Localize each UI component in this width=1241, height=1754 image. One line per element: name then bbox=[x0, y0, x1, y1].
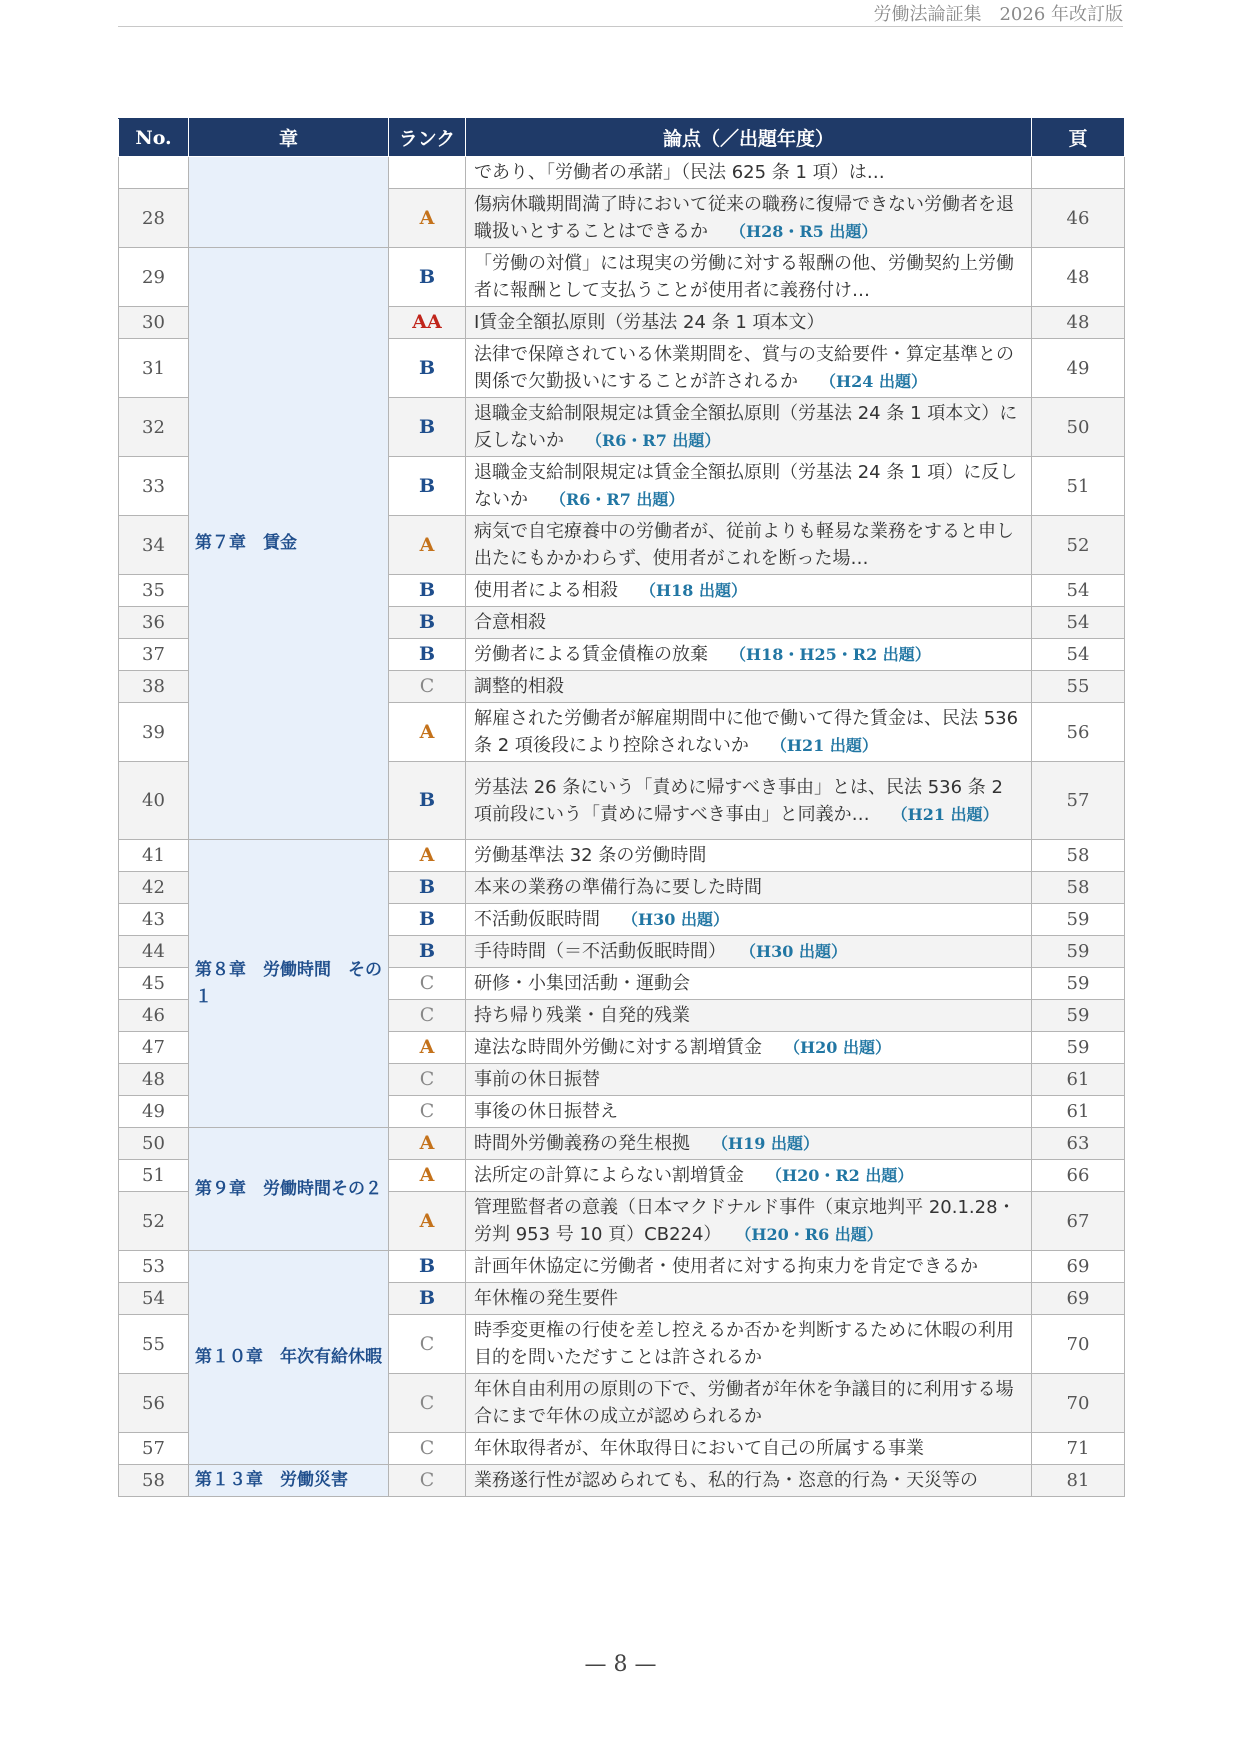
rank-cell: A bbox=[389, 516, 466, 575]
row-number: 56 bbox=[119, 1374, 189, 1433]
page-number-cell: 70 bbox=[1032, 1315, 1125, 1374]
row-number: 33 bbox=[119, 457, 189, 516]
row-number: 43 bbox=[119, 904, 189, 936]
topic-cell bbox=[466, 671, 1032, 703]
row-number: 53 bbox=[119, 1251, 189, 1283]
chapter-cell: 第１３章 労働災害 bbox=[189, 1465, 389, 1497]
row-number: 50 bbox=[119, 1128, 189, 1160]
row-number: 32 bbox=[119, 398, 189, 457]
topic-text: 年休取得者が、年休取得日において自己の所属する事業 bbox=[474, 1438, 924, 1459]
chapter-cell: 第９章 労働時間その２ bbox=[189, 1128, 389, 1251]
rank-cell: B bbox=[389, 607, 466, 639]
rank-cell: B bbox=[389, 398, 466, 457]
row-number: 46 bbox=[119, 1000, 189, 1032]
row-number: 45 bbox=[119, 968, 189, 1000]
table-header-row bbox=[119, 119, 1125, 157]
table-row bbox=[119, 157, 1125, 189]
page-number-cell: 54 bbox=[1032, 639, 1125, 671]
row-number: 58 bbox=[119, 1465, 189, 1497]
topic-text: 労働基準法 32 条の労働時間 bbox=[474, 845, 707, 866]
page-number-cell: 57 bbox=[1032, 762, 1125, 840]
page-number-cell: 54 bbox=[1032, 575, 1125, 607]
topic-text: 病気で自宅療養中の労働者が、従前よりも軽易な業務をすると申し出たにもかかわらず、使用者がこれを断った場… bbox=[474, 521, 1014, 569]
rank-cell: B bbox=[389, 762, 466, 840]
topic-cell bbox=[466, 189, 1032, 248]
page-number-cell: 48 bbox=[1032, 307, 1125, 339]
topic-cell bbox=[466, 1000, 1032, 1032]
page-number-cell: 61 bbox=[1032, 1064, 1125, 1096]
row-number: 55 bbox=[119, 1315, 189, 1374]
exam-year-tag: （H28・R5 出題） bbox=[730, 222, 878, 241]
topic-cell bbox=[466, 1096, 1032, 1128]
topic-text: 管理監督者の意義（日本マクドナルド事件（東京地判平 20.1.28・労判 953 号 10 頁）CB224） bbox=[474, 1197, 1016, 1245]
page-number-cell: 59 bbox=[1032, 936, 1125, 968]
topic-cell bbox=[466, 248, 1032, 307]
page-number-cell: 71 bbox=[1032, 1433, 1125, 1465]
topic-text: 法律で保障されている休業期間を、賞与の支給要件・算定基準との関係で欠勤扱いにすることが許されるか bbox=[474, 344, 1014, 392]
topic-cell bbox=[466, 1251, 1032, 1283]
topic-cell bbox=[466, 1160, 1032, 1192]
topic-cell bbox=[466, 762, 1032, 840]
row-number: 42 bbox=[119, 872, 189, 904]
topic-cell bbox=[466, 339, 1032, 398]
topic-cell bbox=[466, 607, 1032, 639]
rank-cell: B bbox=[389, 904, 466, 936]
topic-text: 「労働の対償」には現実の労働に対する報酬の他、労働契約上労働者に報酬として支払うことが使用者に義務付け… bbox=[474, 253, 1014, 301]
topic-text: 本来の業務の準備行為に要した時間 bbox=[474, 877, 762, 898]
page-number-cell: 54 bbox=[1032, 607, 1125, 639]
topic-text: 時季変更権の行使を差し控えるか否かを判断するために休暇の利用目的を問いただすことは許されるか bbox=[474, 1320, 1014, 1368]
exam-year-tag: （H30 出題） bbox=[622, 910, 729, 929]
rank-cell: B bbox=[389, 575, 466, 607]
topic-text: 不活動仮眠時間 bbox=[474, 909, 600, 930]
page-number-cell: 51 bbox=[1032, 457, 1125, 516]
table-row bbox=[119, 248, 1125, 307]
row-number: 52 bbox=[119, 1192, 189, 1251]
topic-cell bbox=[466, 1283, 1032, 1315]
page-number-cell: 46 bbox=[1032, 189, 1125, 248]
topic-text: 法所定の計算によらない割増賃金 bbox=[474, 1165, 744, 1186]
rank-cell: B bbox=[389, 936, 466, 968]
page-number-cell: 61 bbox=[1032, 1096, 1125, 1128]
page-header bbox=[118, 0, 1123, 27]
topic-text: Ⅰ賃金全額払原則（労基法 24 条 1 項本文） bbox=[474, 312, 825, 333]
chapter-cell bbox=[189, 157, 389, 248]
row-number: 35 bbox=[119, 575, 189, 607]
topic-text: 退職金支給制限規定は賃金全額払原則（労基法 24 条 1 項本文）に反しないか bbox=[474, 403, 1018, 451]
row-number: 44 bbox=[119, 936, 189, 968]
topic-text: 違法な時間外労働に対する割増賃金 bbox=[474, 1037, 762, 1058]
exam-year-tag: （H20・R2 出題） bbox=[766, 1166, 914, 1185]
topic-text: 年休自由利用の原則の下で、労働者が年休を争議目的に利用する場合にまで年休の成立が認められるか bbox=[474, 1379, 1014, 1427]
row-number: 57 bbox=[119, 1433, 189, 1465]
topic-text: 労基法 26 条にいう「責めに帰すべき事由」とは、民法 536 条 2 項前段にいう「責めに帰すべき事由」と同義か… bbox=[474, 776, 1003, 825]
rank-cell: B bbox=[389, 248, 466, 307]
page-number-cell: 63 bbox=[1032, 1128, 1125, 1160]
rank-cell: A bbox=[389, 1192, 466, 1251]
topic-text: 持ち帰り残業・自発的残業 bbox=[474, 1005, 690, 1026]
exam-year-tag: （R6・R7 出題） bbox=[550, 490, 685, 509]
topic-text: 使用者による相殺 bbox=[474, 580, 618, 601]
topic-text: 研修・小集団活動・運動会 bbox=[474, 973, 690, 994]
topic-text: 時間外労働義務の発生根拠 bbox=[474, 1133, 690, 1154]
rank-cell bbox=[389, 157, 466, 189]
chapter-cell: 第１０章 年次有給休暇 bbox=[189, 1251, 389, 1465]
topic-cell bbox=[466, 398, 1032, 457]
rank-cell: A bbox=[389, 189, 466, 248]
rank-cell: A bbox=[389, 1032, 466, 1064]
rank-cell: B bbox=[389, 1251, 466, 1283]
rank-cell: C bbox=[389, 1000, 466, 1032]
row-number: 29 bbox=[119, 248, 189, 307]
rank-cell: B bbox=[389, 339, 466, 398]
topic-cell bbox=[466, 1064, 1032, 1096]
column-header-topic: 論点（／出題年度） bbox=[466, 119, 1032, 157]
rank-cell: A bbox=[389, 840, 466, 872]
rank-cell: A bbox=[389, 703, 466, 762]
rank-cell: C bbox=[389, 1064, 466, 1096]
rank-cell: AA bbox=[389, 307, 466, 339]
topic-text: 傷病休職期間満了時において従来の職務に復帰できない労働者を退職扱いとすることはできるか bbox=[474, 194, 1014, 242]
row-number: 54 bbox=[119, 1283, 189, 1315]
page-number-cell: 59 bbox=[1032, 1032, 1125, 1064]
column-header-rank: ランク bbox=[389, 119, 466, 157]
rank-cell: B bbox=[389, 1283, 466, 1315]
topic-cell bbox=[466, 516, 1032, 575]
table-row bbox=[119, 1128, 1125, 1160]
table-row bbox=[119, 1251, 1125, 1283]
row-number: 47 bbox=[119, 1032, 189, 1064]
page-number-cell: 58 bbox=[1032, 872, 1125, 904]
topic-text: 手待時間（＝不活動仮眠時間） bbox=[474, 941, 726, 962]
chapter-cell: 第７章 賃金 bbox=[189, 248, 389, 840]
table-row bbox=[119, 840, 1125, 872]
topic-cell bbox=[466, 157, 1032, 189]
exam-year-tag: （H18 出題） bbox=[640, 581, 747, 600]
page-number-cell: 81 bbox=[1032, 1465, 1125, 1497]
rank-cell: C bbox=[389, 1433, 466, 1465]
column-header-page: 頁 bbox=[1032, 119, 1125, 157]
row-number: 48 bbox=[119, 1064, 189, 1096]
exam-year-tag: （H20 出題） bbox=[784, 1038, 891, 1057]
page-number-cell: 49 bbox=[1032, 339, 1125, 398]
exam-year-tag: （H30 出題） bbox=[748, 942, 847, 961]
row-number: 41 bbox=[119, 840, 189, 872]
rank-cell: C bbox=[389, 1096, 466, 1128]
page-number-cell: 69 bbox=[1032, 1251, 1125, 1283]
row-number: 38 bbox=[119, 671, 189, 703]
exam-year-tag: （H21 出題） bbox=[891, 804, 999, 824]
rank-cell: A bbox=[389, 1160, 466, 1192]
rank-cell: A bbox=[389, 1128, 466, 1160]
row-number bbox=[119, 157, 189, 189]
exam-year-tag: （H24 出題） bbox=[820, 372, 927, 391]
rank-cell: C bbox=[389, 671, 466, 703]
page-number-cell: 56 bbox=[1032, 703, 1125, 762]
row-number: 40 bbox=[119, 762, 189, 840]
exam-year-tag: （H19 出題） bbox=[712, 1134, 819, 1153]
page-number-cell: 59 bbox=[1032, 968, 1125, 1000]
topic-text: 計画年休協定に労働者・使用者に対する拘束力を肯定できるか bbox=[474, 1256, 978, 1277]
topic-cell bbox=[466, 1465, 1032, 1497]
row-number: 37 bbox=[119, 639, 189, 671]
page-number-cell: 67 bbox=[1032, 1192, 1125, 1251]
topic-text: 年休権の発生要件 bbox=[474, 1288, 618, 1309]
row-number: 34 bbox=[119, 516, 189, 575]
page-number: — 8 — bbox=[584, 1652, 657, 1677]
exam-year-tag: （R6・R7 出題） bbox=[586, 431, 721, 450]
topic-cell bbox=[466, 703, 1032, 762]
topic-cell bbox=[466, 639, 1032, 671]
topic-cell bbox=[466, 1315, 1032, 1374]
table-row bbox=[119, 1465, 1125, 1497]
rank-cell: B bbox=[389, 457, 466, 516]
topic-index-table bbox=[118, 118, 1125, 1497]
exam-year-tag: （H18・H25・R2 出題） bbox=[730, 645, 931, 664]
topic-cell bbox=[466, 968, 1032, 1000]
row-number: 49 bbox=[119, 1096, 189, 1128]
topic-cell bbox=[466, 1128, 1032, 1160]
rank-cell: C bbox=[389, 1465, 466, 1497]
topic-text: 退職金支給制限規定は賃金全額払原則（労基法 24 条 1 項）に反しないか bbox=[474, 462, 1018, 510]
row-number: 31 bbox=[119, 339, 189, 398]
page-number-cell: 66 bbox=[1032, 1160, 1125, 1192]
topic-cell bbox=[466, 872, 1032, 904]
page-number-cell bbox=[1032, 157, 1125, 189]
rank-cell: B bbox=[389, 872, 466, 904]
page-number-cell: 48 bbox=[1032, 248, 1125, 307]
topic-text: であり、「労働者の承諾」（民法 625 条 1 項）は… bbox=[474, 162, 885, 183]
row-number: 51 bbox=[119, 1160, 189, 1192]
column-header-no: No. bbox=[119, 119, 189, 157]
topic-text: 調整的相殺 bbox=[474, 676, 564, 697]
page-number-cell: 59 bbox=[1032, 904, 1125, 936]
topic-cell bbox=[466, 840, 1032, 872]
topic-text: 事後の休日振替え bbox=[474, 1101, 618, 1122]
row-number: 30 bbox=[119, 307, 189, 339]
topic-text: 事前の休日振替 bbox=[474, 1069, 600, 1090]
exam-year-tag: （H21 出題） bbox=[770, 736, 878, 755]
topic-cell bbox=[466, 1192, 1032, 1251]
topic-text: 解雇された労働者が解雇期間中に他で働いて得た賃金は、民法 536 条 2 項後段により控除されないか bbox=[474, 708, 1019, 756]
page-number-cell: 55 bbox=[1032, 671, 1125, 703]
document-title: 労働法論証集 2026 年改訂版 bbox=[873, 4, 1123, 25]
topic-cell bbox=[466, 307, 1032, 339]
chapter-cell: 第８章 労働時間 その１ bbox=[189, 840, 389, 1128]
rank-cell: C bbox=[389, 968, 466, 1000]
topic-cell bbox=[466, 1433, 1032, 1465]
topic-cell bbox=[466, 1032, 1032, 1064]
topic-cell bbox=[466, 1374, 1032, 1433]
row-number: 28 bbox=[119, 189, 189, 248]
topic-cell bbox=[466, 457, 1032, 516]
row-number: 36 bbox=[119, 607, 189, 639]
page-number-cell: 52 bbox=[1032, 516, 1125, 575]
topic-text: 労働者による賃金債権の放棄 bbox=[474, 644, 708, 665]
table-body bbox=[119, 157, 1125, 1497]
page-number-cell: 50 bbox=[1032, 398, 1125, 457]
page-number-cell: 59 bbox=[1032, 1000, 1125, 1032]
page-number-cell: 69 bbox=[1032, 1283, 1125, 1315]
rank-cell: C bbox=[389, 1315, 466, 1374]
topic-text: 業務遂行性が認められても、私的行為・恣意的行為・天災等の bbox=[474, 1470, 978, 1491]
page-number-cell: 58 bbox=[1032, 840, 1125, 872]
page-number-cell: 70 bbox=[1032, 1374, 1125, 1433]
column-header-chapter: 章 bbox=[189, 119, 389, 157]
topic-cell bbox=[466, 936, 1032, 968]
topic-cell bbox=[466, 904, 1032, 936]
row-number: 39 bbox=[119, 703, 189, 762]
topic-cell bbox=[466, 575, 1032, 607]
rank-cell: C bbox=[389, 1374, 466, 1433]
rank-cell: B bbox=[389, 639, 466, 671]
exam-year-tag: （H20・R6 出題） bbox=[743, 1225, 883, 1244]
topic-text: 合意相殺 bbox=[474, 612, 546, 633]
